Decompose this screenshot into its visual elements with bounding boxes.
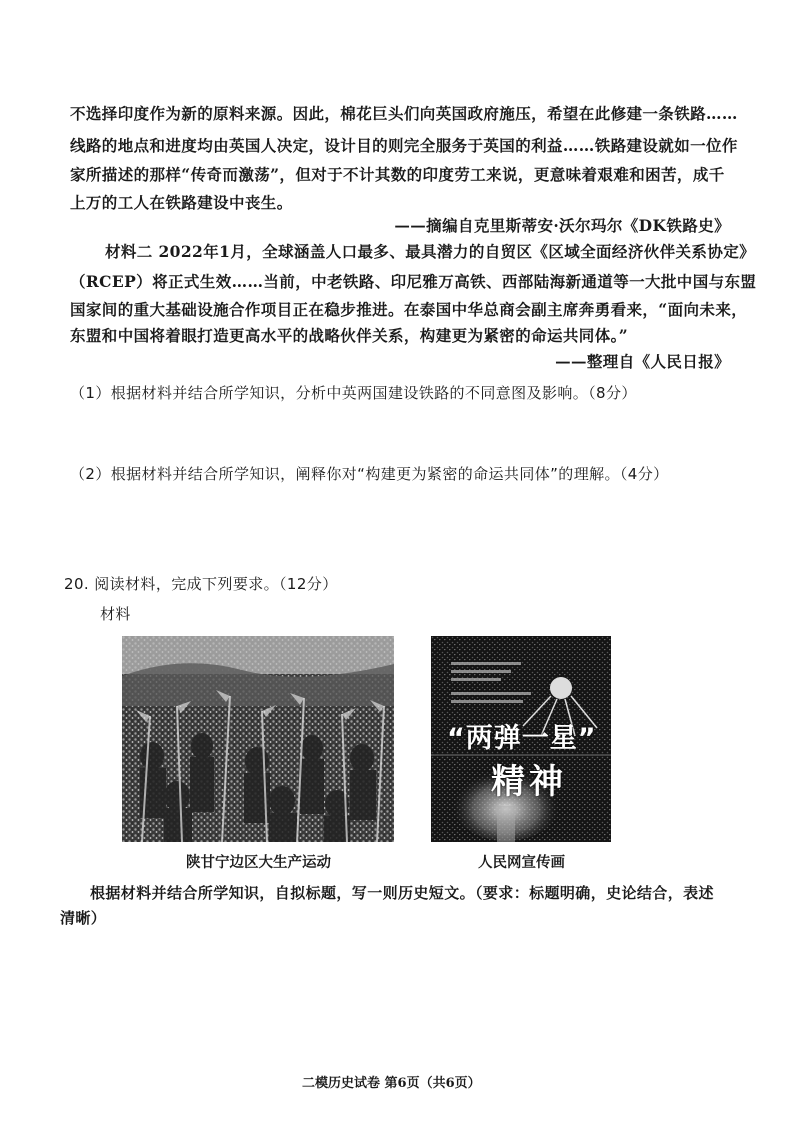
production-movement-photo	[122, 636, 394, 842]
source-citation-2: ——整理自《人民日报》	[555, 352, 730, 371]
material2-line-3: 国家间的重大基础设施合作项目正在稳步推进。在泰国中华总商会副主席奔勇看来，“面向未来，	[70, 300, 748, 319]
material2-line-2: （RCEP）将正式生效……当前，中老铁路、印尼雅万高铁、西部陆海新通道等一大批中国与东盟	[70, 272, 757, 291]
material2-line-1: 材料二 2022年1月，全球涵盖人口最多、最具潜力的自贸区《区域全面经济伙伴关系协定》	[105, 242, 756, 261]
intro-line-3: 家所描述的那样“传奇而激荡”，但对于不计其数的印度劳工来说，更意味着艰难和困苦，成千	[70, 165, 725, 184]
intro-line-4: 上万的工人在铁路建设中丧生。	[70, 193, 293, 212]
page-footer: 二模历史试卷 第6页（共6页）	[302, 1076, 481, 1091]
question-20-instruction-line-1: 根据材料并结合所学知识，自拟标题，写一则历史短文。（要求：标题明确，史论结合，表述	[90, 884, 714, 902]
source-citation-1: ——摘编自克里斯蒂安·沃尔玛尔《DK铁路史》	[394, 216, 730, 235]
question-1: （1）根据材料并结合所学知识，分析中英两国建设铁路的不同意图及影响。（8分）	[70, 384, 637, 402]
poster-title-line-1: “两弹一星”	[447, 723, 597, 754]
question-20-instruction-line-2: 清晰）	[60, 909, 107, 927]
question-20-material-label: 材料	[100, 605, 131, 623]
intro-line-1: 不选择印度作为新的原料来源。因此，棉花巨头们向英国政府施压，希望在此修建一条铁路……	[70, 104, 738, 123]
material2-line-4: 东盟和中国将着眼打造更高水平的战略伙伴关系，构建更为紧密的命运共同体。”	[70, 326, 629, 345]
production-movement-caption: 陕甘宁边区大生产运动	[186, 854, 331, 871]
poster-caption: 人民网宣传画	[478, 854, 565, 871]
two-bombs-one-satellite-poster	[431, 636, 611, 842]
question-20-title: 20. 阅读材料，完成下列要求。（12分）	[64, 575, 338, 593]
question-2: （2）根据材料并结合所学知识，阐释你对“构建更为紧密的命运共同体”的理解。（4分）	[70, 465, 669, 483]
poster-title-line-2: 精神	[491, 762, 567, 802]
intro-line-2: 线路的地点和进度均由英国人决定，设计目的则完全服务于英国的利益……铁路建设就如一位作	[70, 136, 738, 155]
